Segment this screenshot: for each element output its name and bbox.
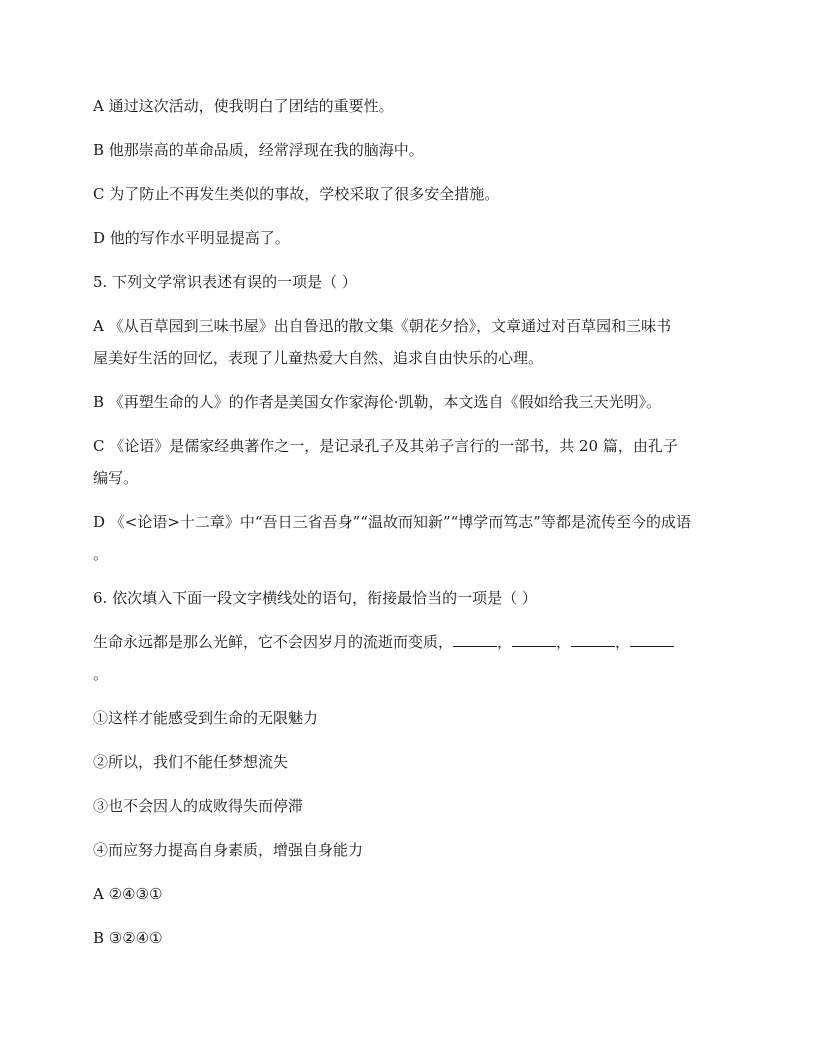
q4-option-a: A 通过这次活动，使我明白了团结的重要性。 [93,97,394,115]
q6-stem: 6. 依次填入下面一段文字横线处的语句，衔接最恰当的一项是（ ） [93,589,537,607]
q4-option-c: C 为了防止不再发生类似的事故，学校采取了很多安全措施。 [93,185,500,203]
q5-option-c-line1: C 《论语》是儒家经典著作之一，是记录孔子及其弟子言行的一部书，共 20 篇，由孔子 [93,437,678,455]
q6-option-a: A ②④③① [93,885,163,903]
blank-separator: ， [615,633,631,651]
answer-blank-3 [571,632,615,647]
q5-stem: 5. 下列文学常识表述有误的一项是（ ） [93,273,357,291]
blank-separator: ， [497,633,513,651]
q5-option-a-line1: A 《从百草园到三味书屋》出自鲁迅的散文集《朝花夕拾》，文章通过对百草园和三味书 [93,317,672,335]
q6-item-3: ③也不会因人的成败得失而停滞 [93,797,304,815]
q6-passage-line1 [93,632,674,652]
q5-option-d-line2: 。 [93,545,109,563]
q6-passage-line2: 。 [93,665,109,683]
q6-item-1: ①这样才能感受到生命的无限魅力 [93,709,319,727]
q4-option-d: D 他的写作水平明显提高了。 [93,229,290,247]
q5-option-c-line2: 编写。 [93,469,139,487]
blank-separator: ， [556,633,572,651]
q5-option-b: B 《再塑生命的人》的作者是美国女作家海伦·凯勒，本文选自《假如给我三天光明》。 [93,393,662,411]
q6-item-4: ④而应努力提高自身素质，增强自身能力 [93,841,364,859]
q4-option-b: B 他那崇高的革命品质，经常浮现在我的脑海中。 [93,141,424,159]
q6-passage-text: 生命永远都是那么光鲜，它不会因岁月的流逝而变质， [93,633,454,651]
q5-option-a-line2: 屋美好生活的回忆，表现了儿童热爱大自然、追求自由快乐的心理。 [93,349,544,367]
q6-item-2: ②所以，我们不能任梦想流失 [93,753,289,771]
q6-option-b: B ③②④① [93,929,163,947]
answer-blank-1 [453,632,497,647]
answer-blank-2 [512,632,556,647]
answer-blank-4 [630,632,674,647]
q5-option-d-line1: D 《<论语>十二章》中“吾日三省吾身”“温故而知新”“博学而笃志”等都是流传至今的成语 [93,513,691,531]
